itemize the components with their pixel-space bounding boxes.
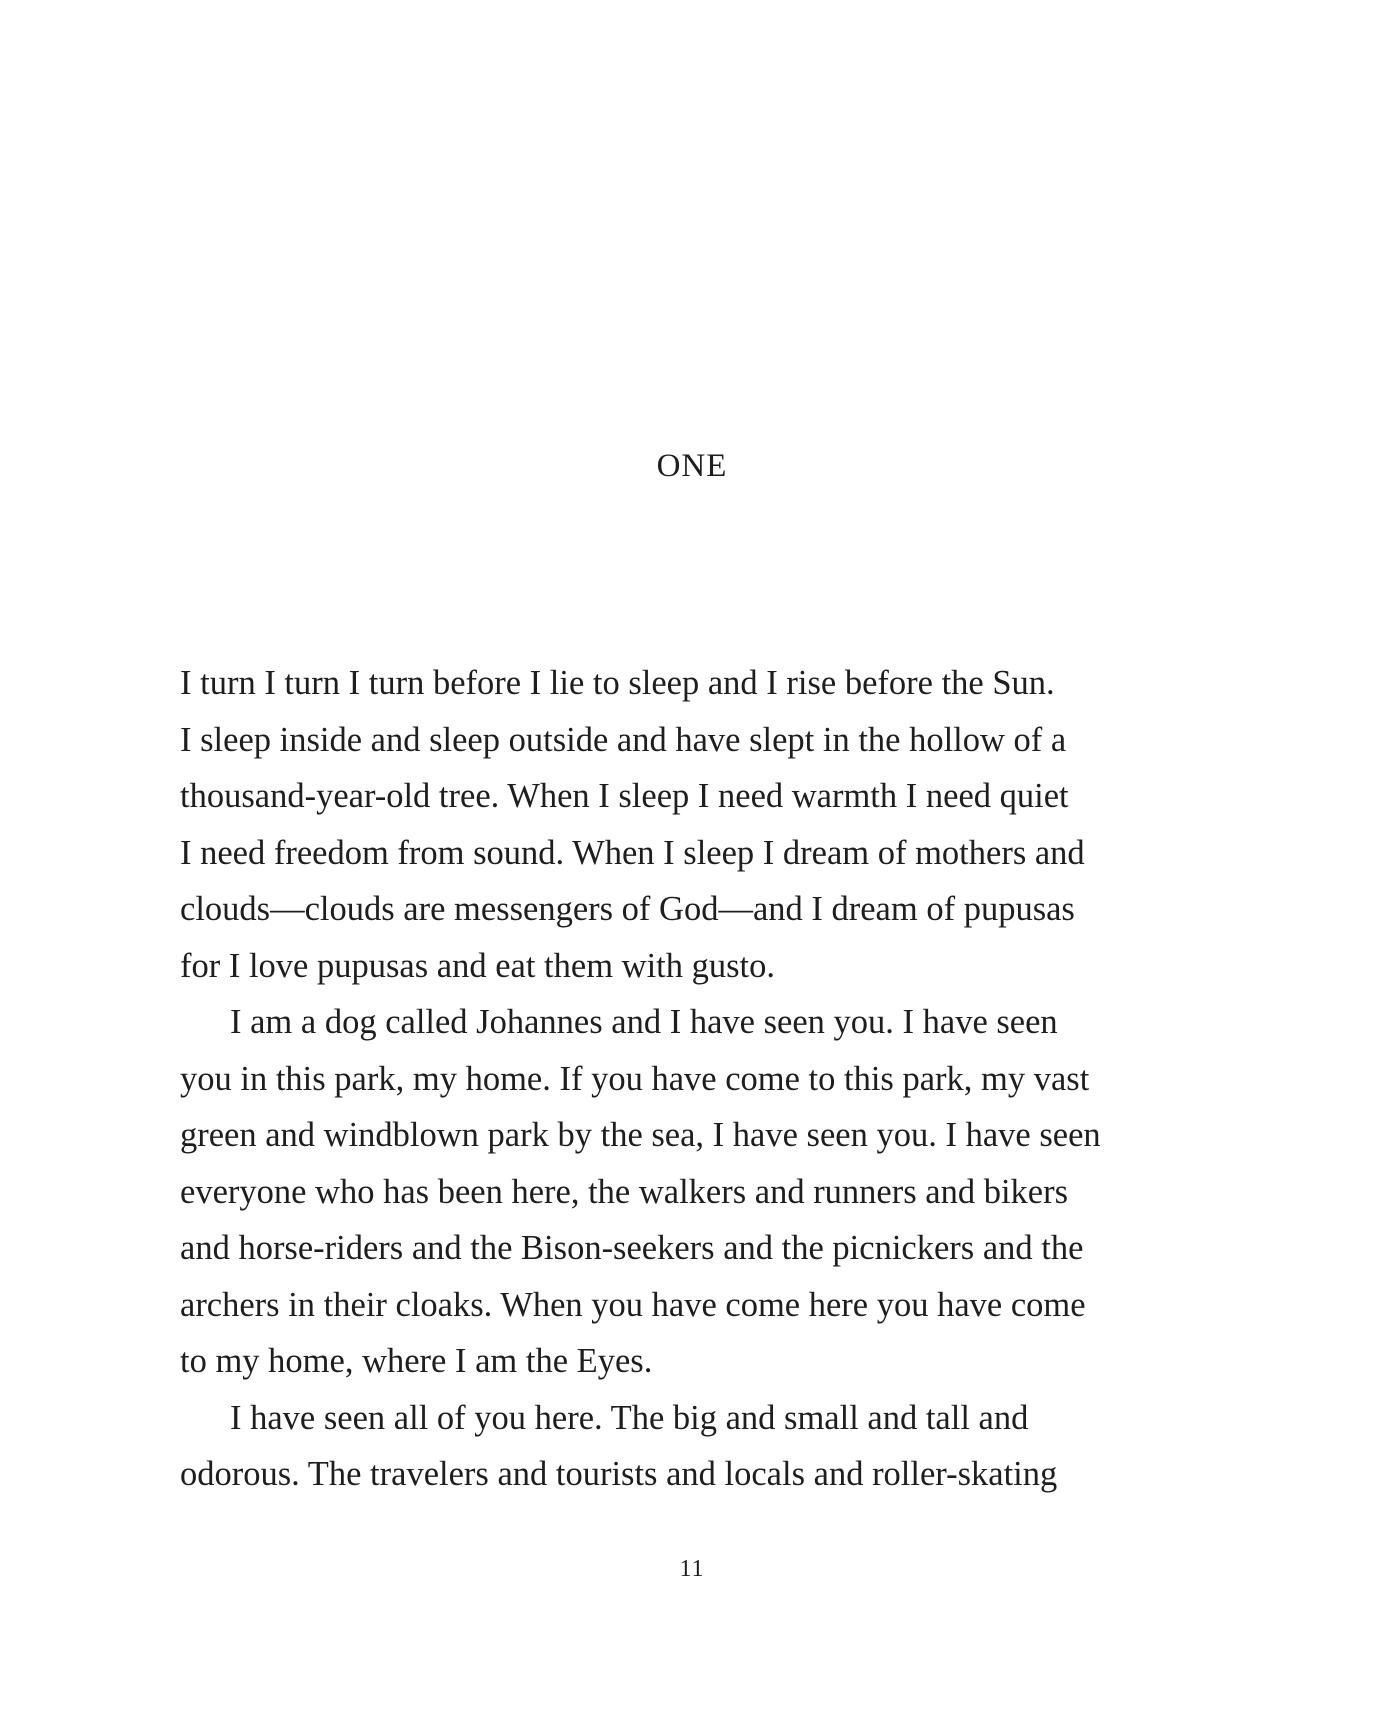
chapter-title: ONE xyxy=(656,448,728,484)
text-line: thousand-year-old tree. When I sleep I need warmth I need quiet xyxy=(180,777,1069,815)
text-line: green and windblown park by the sea, I have seen you. I have seen xyxy=(180,1116,1101,1154)
text-line: and horse-riders and the Bison-seekers and the picnickers and the xyxy=(180,1229,1084,1267)
text-line: for I love pupusas and eat them with gusto. xyxy=(180,946,776,985)
text-line: clouds—clouds are messengers of God—and I dream of pupusas xyxy=(180,890,1075,928)
text-line: you in this park, my home. If you have come to this park, my vast xyxy=(180,1059,1090,1098)
text-line: archers in their cloaks. When you have come here you have come xyxy=(180,1285,1086,1324)
text-line: I sleep inside and sleep outside and have slept in the hollow of a xyxy=(180,720,1067,759)
text-line: everyone who has been here, the walkers and runners and bikers xyxy=(180,1172,1069,1211)
page-number: 11 xyxy=(679,1556,705,1582)
body-text xyxy=(180,655,1210,1503)
text-line: I turn I turn I turn before I lie to sleep and I rise before the Sun. xyxy=(180,664,1055,702)
text-line: I need freedom from sound. When I sleep I dream of mothers and xyxy=(180,833,1085,872)
text-line: to my home, where I am the Eyes. xyxy=(180,1342,653,1380)
paragraph-first-line: I am a dog called Johannes and I have seen you. I have seen xyxy=(230,1003,1058,1041)
text-line: odorous. The travelers and tourists and locals and roller-skating xyxy=(180,1455,1058,1493)
paragraph-first-line: I have seen all of you here. The big and small and tall and xyxy=(230,1398,1029,1437)
